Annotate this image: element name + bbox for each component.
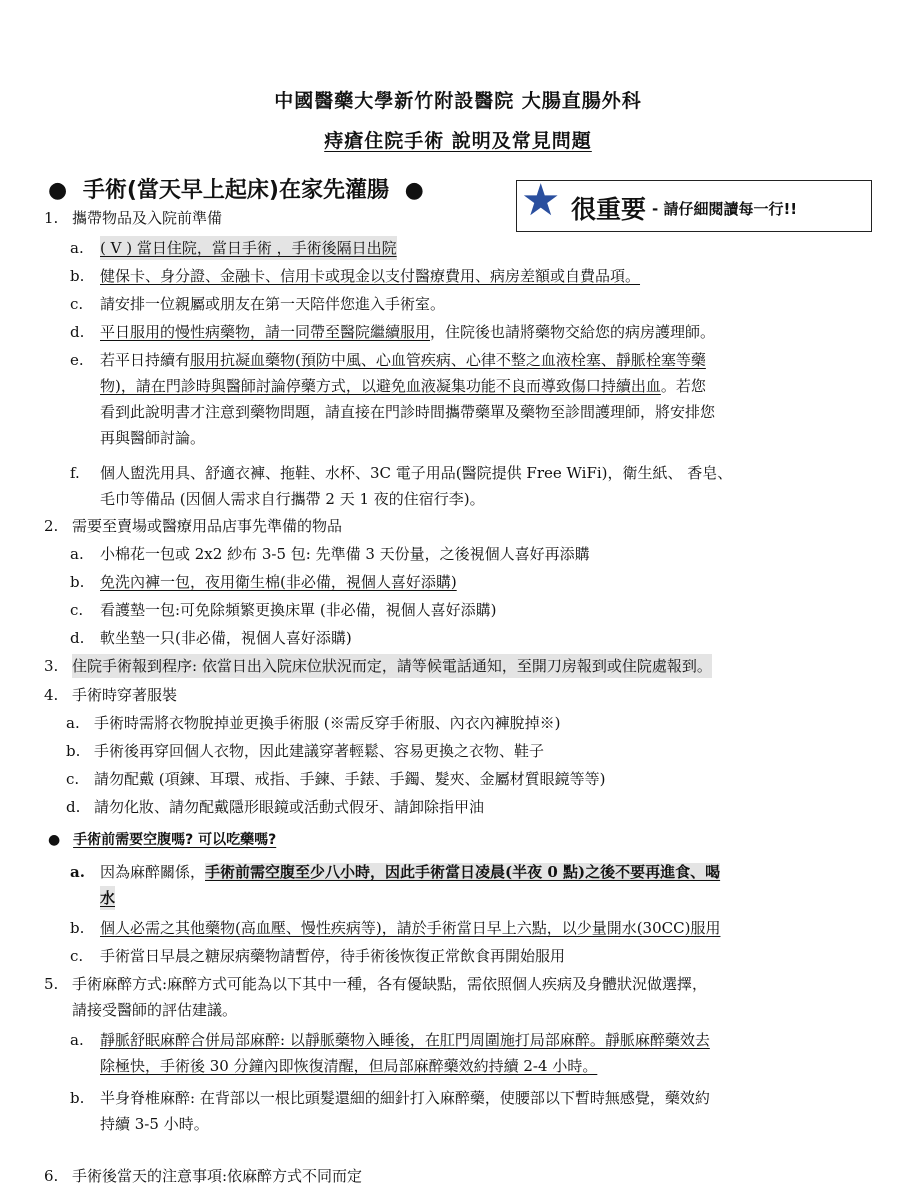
item-label: b. bbox=[66, 742, 81, 760]
item-label: c. bbox=[70, 947, 84, 965]
important-label: 很重要 bbox=[571, 195, 647, 224]
item-number: 4. bbox=[44, 686, 59, 704]
fasting-b-text: 個人必需之其他藥物(高血壓、慢性疾病等)，請於手術當日早上六點，以少量開水(30CC)服用 bbox=[100, 919, 721, 937]
item-5-line2: 請接受醫師的評估建議。 bbox=[72, 1001, 238, 1019]
item-4d-text: 請勿化妝、請勿配戴隱形眼鏡或活動式假牙、請卸除指甲油 bbox=[94, 798, 485, 816]
item-label: a. bbox=[70, 545, 84, 563]
item-4-heading: 手術時穿著服裝 bbox=[72, 686, 178, 704]
item-5b-line1: 半身脊椎麻醉: 在背部以一根比頭髮還細的細針打入麻醉藥，使腰部以下暫時無感覺，藥效約 bbox=[100, 1089, 710, 1107]
item-5b-line2: 持續 3-5 小時。 bbox=[100, 1115, 209, 1133]
item-6-text: 手術後當天的注意事項:依麻醉方式不同而定 bbox=[72, 1167, 363, 1185]
section-heading bbox=[48, 173, 424, 204]
item-1d-text bbox=[100, 320, 715, 344]
item-5a-line2: 除極快，手術後 30 分鐘內即恢復清醒，但局部麻醉藥效約持續 2-4 小時。 bbox=[100, 1057, 598, 1075]
item-1e-line4: 再與醫師討論。 bbox=[100, 429, 206, 447]
item-label: f. bbox=[70, 464, 80, 482]
fasting-c-text: 手術當日早晨之糖尿病藥物請暫停，待手術後恢復正常飲食再開始服用 bbox=[100, 947, 566, 965]
fasting-heading bbox=[48, 829, 276, 849]
fasting-heading-text: 手術前需要空腹嗎? 可以吃藥嗎? bbox=[73, 832, 277, 848]
item-1e-emphasis: 服用抗凝血藥物(預防中風、心血管疾病、心律不整之血液栓塞、靜脈栓塞等藥 bbox=[190, 351, 706, 369]
item-number: 2. bbox=[44, 517, 59, 535]
item-label: a. bbox=[70, 1031, 84, 1049]
fasting-a-line2: 水 bbox=[100, 886, 115, 910]
item-3-text: 住院手術報到程序: 依當日出入院床位狀況而定，請等候電話通知，至開刀房報到或住院處報到。 bbox=[72, 654, 712, 678]
item-1-heading: 攜帶物品及入院前準備 bbox=[72, 209, 223, 227]
item-2d-text: 軟坐墊一只(非必備，視個人喜好添購) bbox=[100, 629, 352, 647]
item-label: d. bbox=[66, 798, 81, 816]
item-2c-text: 看護墊一包:可免除頻繁更換床單 (非必備，視個人喜好添購) bbox=[100, 601, 497, 619]
bullet-icon: ● bbox=[404, 178, 424, 203]
item-4a-text: 手術時需將衣物脫掉並更換手術服 (※需反穿手術服、內衣內褲脫掉※) bbox=[94, 714, 561, 732]
item-label: a. bbox=[70, 239, 84, 257]
item-label: c. bbox=[70, 295, 84, 313]
item-4b-text: 手術後再穿回個人衣物，因此建議穿著輕鬆、容易更換之衣物、鞋子 bbox=[94, 742, 545, 760]
section-heading-text: 手術(當天早上起床)在家先灌腸 bbox=[82, 178, 389, 203]
page-subtitle bbox=[0, 126, 916, 153]
item-4c-text: 請勿配戴 (項鍊、耳環、戒指、手鍊、手錶、手鐲、髮夾、金屬材質眼鏡等等) bbox=[94, 770, 606, 788]
fasting-a-line1 bbox=[100, 860, 720, 884]
item-label: b. bbox=[70, 573, 85, 591]
item-2-heading: 需要至賣場或醫療用品店事先準備的物品 bbox=[72, 517, 343, 535]
item-label: d. bbox=[70, 323, 85, 341]
item-5a-line1: 靜脈舒眠麻醉合併局部麻醉: 以靜脈藥物入睡後，在肛門周圍施打局部麻醉。靜脈麻醉藥效去 bbox=[100, 1031, 710, 1049]
item-1e-rest: 。若您 bbox=[660, 377, 706, 395]
page-subtitle-text: 痔瘡住院手術 說明及常見問題 bbox=[324, 130, 592, 152]
item-label: e. bbox=[70, 351, 84, 369]
item-number: 1. bbox=[44, 209, 59, 227]
item-label: d. bbox=[70, 629, 85, 647]
item-label: b. bbox=[70, 1089, 85, 1107]
item-label: b. bbox=[70, 919, 85, 937]
item-label: b. bbox=[70, 267, 85, 285]
item-1e-line2 bbox=[100, 374, 706, 398]
item-1a-text: ( V ) 當日住院，當日手術 ，手術後隔日出院 bbox=[100, 236, 397, 260]
item-number: 6. bbox=[44, 1167, 59, 1185]
item-5-line1: 手術麻醉方式:麻醉方式可能為以下其中一種，各有優缺點，需依照個人疾病及身體狀況做選擇， bbox=[72, 975, 708, 993]
item-number: 3. bbox=[44, 657, 59, 675]
item-1f-line2: 毛巾等備品 (因個人需求自行攜帶 2 天 1 夜的住宿行李)。 bbox=[100, 490, 485, 508]
important-notice-box bbox=[516, 175, 872, 232]
fasting-a-emphasis: 手術前需空腹至少八小時，因此手術當日凌晨(半夜 0 點)之後不要再進食、喝 bbox=[205, 863, 721, 881]
item-label: c. bbox=[70, 601, 84, 619]
bullet-icon: ● bbox=[48, 178, 68, 203]
item-1e-line1 bbox=[100, 348, 706, 372]
item-2a-text: 小棉花一包或 2x2 紗布 3-5 包: 先準備 3 天份量，之後視個人喜好再添購 bbox=[100, 545, 590, 563]
fasting-a-prefix: 因為麻醉關係， bbox=[100, 863, 206, 881]
item-label: a. bbox=[70, 863, 85, 881]
item-2b-text: 免洗內褲一包，夜用衛生棉(非必備，視個人喜好添購) bbox=[100, 573, 457, 591]
item-1e-prefix: 若平日持續有 bbox=[100, 351, 191, 369]
item-1f-line1: 個人盥洗用具、舒適衣褲、拖鞋、水杯、3C 電子用品(醫院提供 Free WiFi)，衛生紙、 香皂、 bbox=[100, 464, 733, 482]
item-1b-text: 健保卡、身分證、金融卡、信用卡或現金以支付醫療費用、病房差額或自費品項。 bbox=[100, 267, 641, 285]
item-label: a. bbox=[66, 714, 80, 732]
item-1e-emphasis2: 物)，請在門診時與醫師討論停藥方式，以避免血液凝集功能不良而導致傷口持續出血 bbox=[100, 377, 661, 395]
item-number: 5. bbox=[44, 975, 59, 993]
important-note: - 請仔細閱讀每一行!! bbox=[652, 200, 798, 218]
item-label: c. bbox=[66, 770, 80, 788]
item-1d-emphasis: 平日服用的慢性病藥物，請一同帶至醫院繼續服用 bbox=[100, 323, 431, 341]
item-1d-rest: ，住院後也請將藥物交給您的病房護理師。 bbox=[430, 323, 716, 341]
bullet-icon: ● bbox=[48, 832, 61, 848]
item-1c-text: 請安排一位親屬或朋友在第一天陪伴您進入手術室。 bbox=[100, 295, 446, 313]
page-title: 中國醫藥大學新竹附設醫院 大腸直腸外科 bbox=[274, 90, 642, 112]
item-1e-line3: 看到此說明書才注意到藥物問題，請直接在門診時間攜帶藥單及藥物至診間護理師，將安排您 bbox=[100, 403, 716, 421]
star-icon: ★ bbox=[521, 175, 561, 226]
